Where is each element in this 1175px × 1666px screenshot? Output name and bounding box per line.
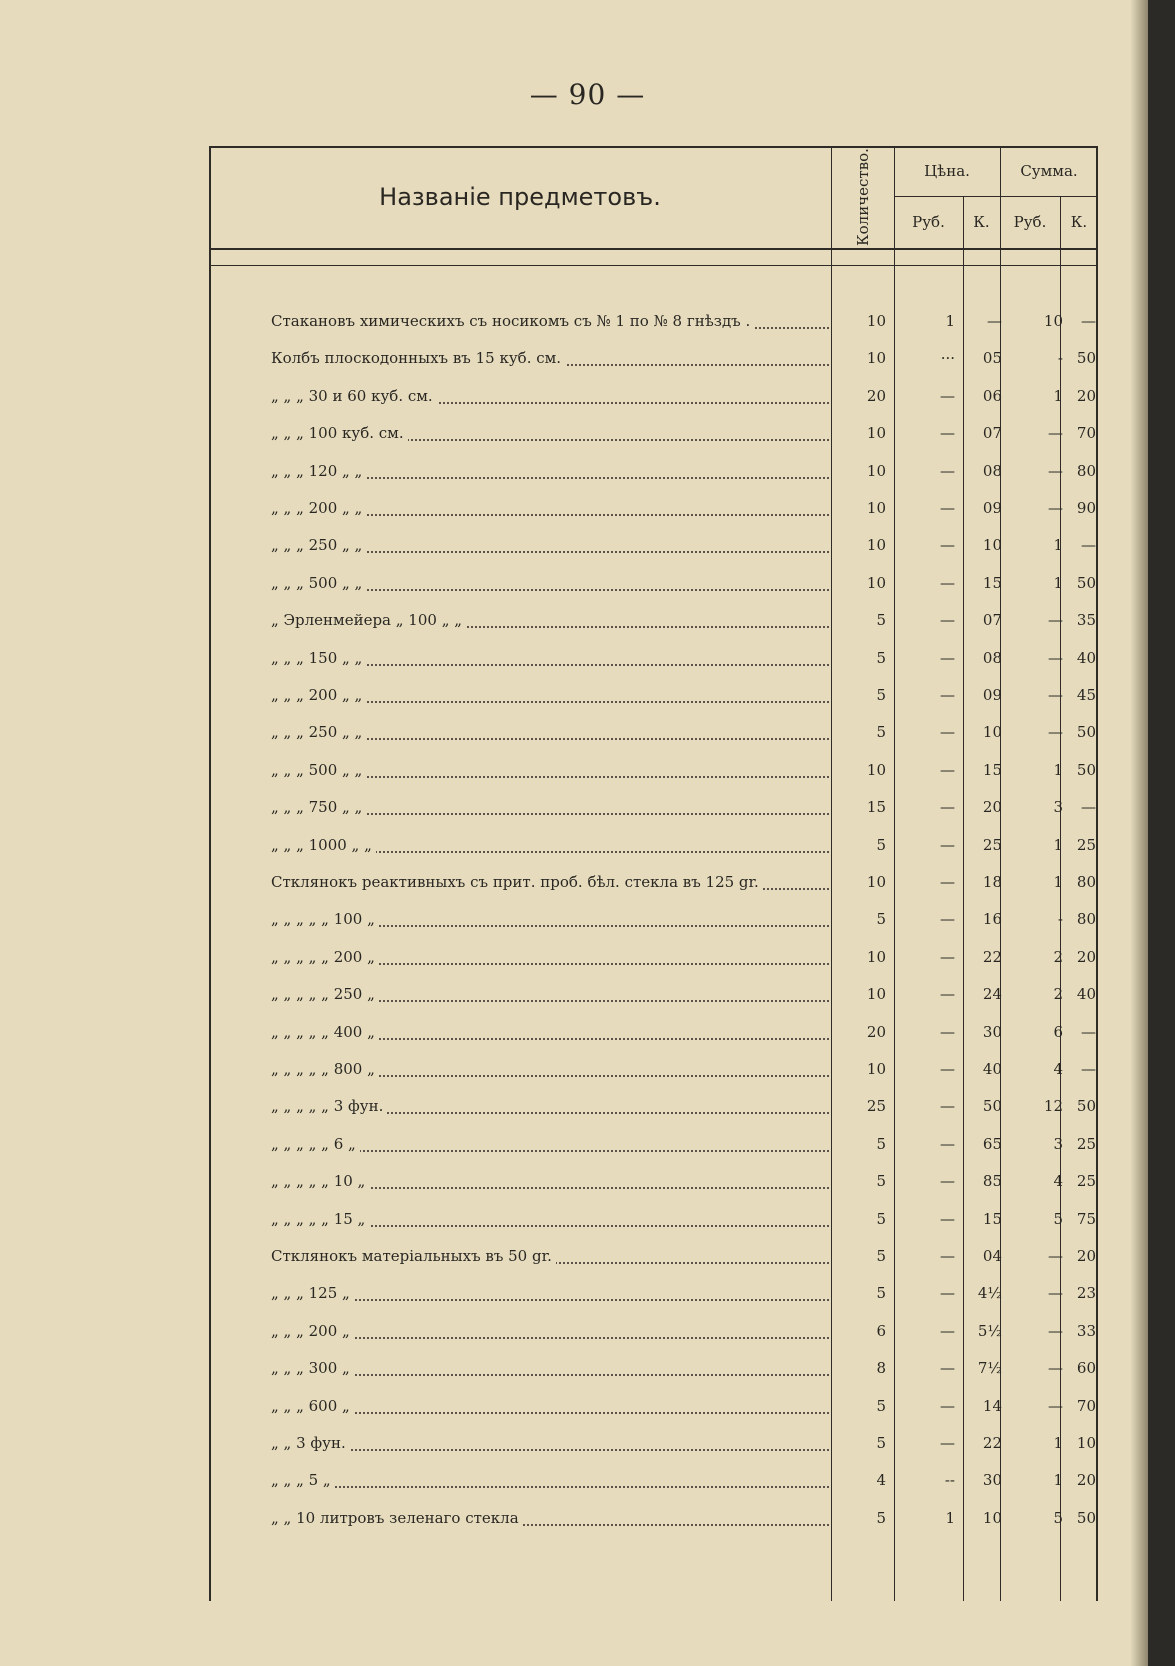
- price-rub-cell: —: [940, 1134, 955, 1153]
- price-rub-cell: —: [940, 723, 955, 742]
- item-name: „ Эрленмейера „ 100 „ „: [271, 611, 466, 629]
- item-name: „ „ „ 100 куб. см.: [271, 424, 408, 442]
- price-kop-cell: 14: [982, 1396, 1002, 1415]
- item-name-cell: [271, 1088, 837, 1125]
- header-sum-rub: Руб.: [1013, 213, 1047, 231]
- table-row: [209, 303, 1098, 340]
- item-name-cell: [271, 527, 837, 564]
- quantity-cell: 5: [876, 723, 886, 742]
- sum-kop-cell: 35: [1076, 611, 1096, 630]
- sum-rub-cell: 6: [1053, 1022, 1063, 1041]
- price-rub-cell: —: [940, 573, 955, 592]
- sum-kop-cell: 60: [1076, 1359, 1096, 1378]
- price-kop-cell: 40: [982, 1060, 1002, 1078]
- sum-rub-cell: -: [1057, 349, 1063, 368]
- quantity-cell: 5: [876, 686, 886, 704]
- item-name-cell: [271, 714, 837, 751]
- header-rule: [209, 248, 1098, 250]
- price-kop-cell: 65: [982, 1134, 1002, 1153]
- quantity-cell: 10: [866, 947, 886, 966]
- sum-rub-cell: 1: [1053, 573, 1063, 592]
- quantity-cell: 10: [866, 349, 886, 368]
- sum-rub-cell: 3: [1053, 798, 1063, 817]
- sum-rub-cell: 12: [1043, 1097, 1063, 1116]
- item-name-cell: [271, 901, 837, 938]
- price-kop-cell: 4½: [977, 1284, 1002, 1303]
- sum-kop-cell: 70: [1076, 424, 1096, 443]
- sum-rub-cell: 4: [1053, 1060, 1063, 1078]
- price-kop-cell: 08: [982, 461, 1002, 480]
- sum-kop-cell: 70: [1076, 1396, 1096, 1415]
- item-name-cell: [271, 789, 837, 826]
- quantity-cell: 5: [876, 910, 886, 929]
- sum-rub-cell: 1: [1053, 386, 1063, 405]
- quantity-cell: 10: [866, 536, 886, 555]
- price-kop-cell: 06: [982, 386, 1002, 405]
- sum-kop-cell: 20: [1076, 1247, 1096, 1265]
- price-kop-cell: 24: [982, 985, 1002, 1004]
- item-name: „ „ „ 1000 „ „: [271, 836, 376, 854]
- quantity-cell: 10: [866, 873, 886, 891]
- sum-kop-cell: —: [1081, 1060, 1096, 1078]
- table-row: [209, 677, 1098, 714]
- item-name-cell: [271, 827, 837, 864]
- price-kop-cell: 09: [982, 686, 1002, 704]
- dot-leader: [271, 1412, 829, 1414]
- price-rub-cell: —: [940, 686, 955, 704]
- header-quantity-cell: [831, 146, 894, 248]
- item-name-cell: [271, 1388, 837, 1425]
- quantity-cell: 10: [866, 760, 886, 779]
- item-name-cell: [271, 1126, 837, 1163]
- item-name: Стклянокъ матерiальныхъ въ 50 gr.: [271, 1247, 556, 1265]
- quantity-cell: 5: [876, 1172, 886, 1191]
- quantity-cell: 10: [866, 461, 886, 480]
- header-sum-kop: К.: [1070, 213, 1088, 231]
- item-name-cell: [271, 565, 837, 602]
- price-kop-cell: 30: [982, 1471, 1002, 1490]
- page-edge: [1148, 0, 1175, 1666]
- sum-rub-cell: -: [1057, 910, 1063, 929]
- table-row: [209, 901, 1098, 938]
- dot-leader: [271, 1337, 829, 1339]
- sum-kop-cell: 20: [1076, 386, 1096, 405]
- item-name-cell: [271, 939, 837, 976]
- sum-rub-cell: —: [1048, 648, 1063, 667]
- item-name: „ „ „ 30 и 60 куб. см.: [271, 387, 437, 405]
- price-rub-cell: —: [940, 873, 955, 891]
- sum-rub-cell: —: [1048, 1247, 1063, 1265]
- price-rub-cell: —: [940, 386, 955, 405]
- price-rub-cell: 1: [945, 1508, 955, 1527]
- table-row: [209, 752, 1098, 789]
- sum-rub-cell: 1: [1053, 760, 1063, 779]
- sum-rub-cell: —: [1048, 499, 1063, 517]
- table-row: [209, 1088, 1098, 1125]
- price-kop-cell: 7½: [977, 1359, 1002, 1378]
- sum-rub-cell: —: [1048, 424, 1063, 443]
- item-name-cell: [271, 752, 837, 789]
- sum-kop-cell: —: [1081, 1022, 1096, 1041]
- table-row: [209, 976, 1098, 1013]
- sum-kop-cell: 50: [1076, 573, 1096, 592]
- quantity-cell: 20: [866, 1022, 886, 1041]
- quantity-cell: 5: [876, 1209, 886, 1228]
- item-name: „ „ „ 5 „: [271, 1471, 335, 1489]
- item-name-cell: [271, 1163, 837, 1200]
- item-name: „ „ „ „ „ 10 „: [271, 1172, 369, 1190]
- price-rub-cell: —: [940, 499, 955, 517]
- sum-rub-cell: —: [1048, 723, 1063, 742]
- table-row: [209, 1051, 1098, 1088]
- price-kop-cell: 22: [982, 947, 1002, 966]
- table-row: [209, 714, 1098, 751]
- item-name-cell: [271, 415, 837, 452]
- price-rub-cell: —: [940, 985, 955, 1004]
- price-rub-cell: —: [940, 1284, 955, 1303]
- price-kop-cell: 07: [982, 611, 1002, 630]
- item-name-cell: [271, 1425, 837, 1462]
- item-name: „ „ „ 200 „: [271, 1322, 354, 1340]
- price-rub-cell: —: [940, 1209, 955, 1228]
- table-row: [209, 1275, 1098, 1312]
- price-kop-cell: 50: [982, 1097, 1002, 1116]
- sum-kop-cell: 80: [1076, 461, 1096, 480]
- table-row: [209, 378, 1098, 415]
- item-name-cell: [271, 1350, 837, 1387]
- quantity-cell: 5: [876, 835, 886, 854]
- table-row: [209, 602, 1098, 639]
- price-rub-cell: —: [940, 798, 955, 817]
- item-name: „ „ „ 125 „: [271, 1284, 354, 1302]
- price-kop-cell: 10: [982, 723, 1002, 742]
- price-kop-cell: 15: [982, 573, 1002, 592]
- sum-kop-cell: 10: [1076, 1434, 1096, 1452]
- price-rub-cell: —: [940, 536, 955, 555]
- price-kop-cell: 07: [982, 424, 1002, 443]
- sum-rub-cell: 1: [1053, 873, 1063, 891]
- table-row: [209, 827, 1098, 864]
- table-row: [209, 1126, 1098, 1163]
- table-row: [209, 453, 1098, 490]
- item-name: „ „ „ 300 „: [271, 1359, 354, 1377]
- table-row: [209, 640, 1098, 677]
- table-row: [209, 415, 1098, 452]
- item-name: „ „ „ „ „ 400 „: [271, 1023, 379, 1041]
- sum-rub-cell: —: [1048, 1321, 1063, 1340]
- item-name-cell: [271, 490, 837, 527]
- item-name: „ „ „ „ „ 15 „: [271, 1210, 369, 1228]
- sum-kop-cell: 25: [1076, 835, 1096, 854]
- price-kop-cell: 09: [982, 499, 1002, 517]
- table-row: [209, 789, 1098, 826]
- item-name: „ „ „ „ „ 200 „: [271, 948, 379, 966]
- sum-kop-cell: 20: [1076, 947, 1096, 966]
- price-kop-cell: 15: [982, 760, 1002, 779]
- sum-kop-cell: 50: [1076, 1508, 1096, 1527]
- item-name: „ „ 10 литровъ зеленаго стекла: [271, 1509, 523, 1527]
- page-number: — 90 —: [529, 78, 646, 111]
- sum-kop-cell: —: [1081, 312, 1096, 330]
- item-name: „ „ „ 500 „ „: [271, 761, 366, 779]
- item-name: „ „ „ „ „ 250 „: [271, 985, 379, 1003]
- item-name: Колбъ плоскодонныхъ въ 15 куб. см.: [271, 349, 565, 367]
- price-kop-cell: 10: [982, 1508, 1002, 1527]
- sum-rub-cell: 1: [1053, 1471, 1063, 1490]
- price-rub-cell: —: [940, 648, 955, 667]
- sum-rub-cell: 4: [1053, 1172, 1063, 1191]
- table-row: [209, 939, 1098, 976]
- dot-leader: [271, 1299, 829, 1301]
- price-kop-cell: 18: [982, 873, 1002, 891]
- item-name: „ „ „ „ „ 100 „: [271, 910, 379, 928]
- price-rub-cell: —: [940, 1060, 955, 1078]
- price-rub-cell: —: [940, 947, 955, 966]
- sum-kop-cell: 40: [1076, 985, 1096, 1004]
- header-price-rub: Руб.: [912, 213, 945, 231]
- header-item-names: Названiе предметовъ.: [379, 183, 661, 211]
- price-rub-cell: —: [940, 461, 955, 480]
- quantity-cell: 5: [876, 1508, 886, 1527]
- item-name: „ „ „ 200 „ „: [271, 686, 366, 704]
- table-row: [209, 490, 1098, 527]
- price-rub-cell: --: [944, 1471, 955, 1490]
- price-kop-cell: 22: [982, 1434, 1002, 1452]
- header-quantity: Количество.: [853, 148, 872, 246]
- item-name: „ „ „ 120 „ „: [271, 462, 366, 480]
- item-name-cell: [271, 303, 837, 340]
- sum-kop-cell: —: [1081, 536, 1096, 555]
- table-row: [209, 1388, 1098, 1425]
- item-name-cell: [271, 340, 837, 377]
- sum-kop-cell: —: [1081, 798, 1096, 817]
- item-name: Стакановъ химическихъ съ носикомъ съ № 1 по № 8 гнѣздъ .: [271, 312, 754, 330]
- price-kop-cell: 16: [982, 910, 1002, 929]
- sum-rub-cell: —: [1048, 1284, 1063, 1303]
- quantity-cell: 6: [876, 1321, 886, 1340]
- dot-leader: [271, 1486, 829, 1488]
- price-rub-cell: ···: [940, 349, 955, 368]
- dot-leader: [271, 1449, 829, 1451]
- sum-rub-cell: —: [1048, 461, 1063, 480]
- table-row: [209, 1425, 1098, 1462]
- sum-rub-cell: 5: [1053, 1209, 1063, 1228]
- item-name: „ „ „ 250 „ „: [271, 723, 366, 741]
- price-rub-cell: —: [940, 1359, 955, 1378]
- price-kop-cell: 05: [982, 349, 1002, 368]
- table-row: [209, 864, 1098, 901]
- price-rub-cell: —: [940, 424, 955, 443]
- price-kop-cell: 5½: [977, 1321, 1002, 1340]
- item-name-cell: [271, 1238, 837, 1275]
- item-name: „ „ „ 200 „ „: [271, 499, 366, 517]
- price-kop-cell: 15: [982, 1209, 1002, 1228]
- quantity-cell: 8: [876, 1359, 886, 1378]
- quantity-cell: 5: [876, 1396, 886, 1415]
- quantity-cell: 10: [866, 573, 886, 592]
- price-kop-cell: 20: [982, 798, 1002, 817]
- price-kop-cell: 25: [982, 835, 1002, 854]
- header-sum: Сумма.: [1020, 162, 1078, 180]
- item-name: „ „ 3 фун.: [271, 1434, 350, 1452]
- table-row: [209, 1163, 1098, 1200]
- sum-kop-cell: 75: [1076, 1209, 1096, 1228]
- price-rub-cell: —: [940, 1321, 955, 1340]
- item-name: „ „ „ 750 „ „: [271, 798, 366, 816]
- item-name: „ „ „ 150 „ „: [271, 649, 366, 667]
- table-row: [209, 1500, 1098, 1537]
- table-row: [209, 1350, 1098, 1387]
- price-kop-cell: 85: [982, 1172, 1002, 1191]
- item-name: „ „ „ 600 „: [271, 1397, 354, 1415]
- sum-rub-cell: 3: [1053, 1134, 1063, 1153]
- price-kop-cell: 10: [982, 536, 1002, 555]
- item-name-cell: [271, 976, 837, 1013]
- item-name: „ „ „ „ „ 800 „: [271, 1060, 379, 1078]
- table-row: [209, 1014, 1098, 1051]
- item-name-cell: [271, 1014, 837, 1051]
- quantity-cell: 5: [876, 1247, 886, 1265]
- table-row: [209, 565, 1098, 602]
- sum-kop-cell: 80: [1076, 873, 1096, 891]
- price-rub-cell: —: [940, 1434, 955, 1452]
- sum-kop-cell: 20: [1076, 1471, 1096, 1490]
- sum-kop-cell: 33: [1076, 1321, 1096, 1340]
- sum-kop-cell: 80: [1076, 910, 1096, 929]
- table-row: [209, 527, 1098, 564]
- item-name-cell: [271, 1275, 837, 1312]
- sum-rub-cell: —: [1048, 611, 1063, 630]
- item-name-cell: [271, 453, 837, 490]
- sum-rub-cell: —: [1048, 1396, 1063, 1415]
- price-kop-cell: 04: [982, 1247, 1002, 1265]
- price-rub-cell: —: [940, 835, 955, 854]
- quantity-cell: 5: [876, 1134, 886, 1153]
- quantity-cell: 10: [866, 312, 886, 330]
- item-name: „ „ „ „ „ 6 „: [271, 1135, 360, 1153]
- quantity-cell: 15: [866, 798, 886, 817]
- price-rub-cell: —: [940, 1097, 955, 1116]
- item-name-cell: [271, 1051, 837, 1088]
- sum-kop-cell: 50: [1076, 760, 1096, 779]
- quantity-cell: 4: [876, 1471, 886, 1490]
- table-row: [209, 340, 1098, 377]
- sum-rub-cell: 10: [1043, 312, 1063, 330]
- quantity-cell: 5: [876, 1434, 886, 1452]
- sum-rub-cell: —: [1048, 1359, 1063, 1378]
- item-name-cell: [271, 640, 837, 677]
- header-price: Цѣна.: [924, 162, 970, 180]
- sum-rub-cell: 5: [1053, 1508, 1063, 1527]
- item-name-cell: [271, 1313, 837, 1350]
- page-shadow: [1130, 0, 1148, 1666]
- quantity-cell: 20: [866, 386, 886, 405]
- item-name-cell: [271, 602, 837, 639]
- dot-leader: [271, 1374, 829, 1376]
- quantity-cell: 5: [876, 648, 886, 667]
- item-name-cell: [271, 864, 837, 901]
- item-name-cell: [271, 1500, 837, 1537]
- sum-kop-cell: 90: [1076, 499, 1096, 517]
- quantity-cell: 25: [866, 1097, 886, 1116]
- table-row: [209, 1238, 1098, 1275]
- item-name: „ „ „ „ „ 3 фун.: [271, 1097, 387, 1115]
- item-name-cell: [271, 1462, 837, 1499]
- sum-kop-cell: 50: [1076, 1097, 1096, 1116]
- sum-rub-cell: 1: [1053, 835, 1063, 854]
- quantity-cell: 10: [866, 985, 886, 1004]
- price-rub-cell: —: [940, 1172, 955, 1191]
- item-name: „ „ „ 250 „ „: [271, 536, 366, 554]
- price-rub-cell: —: [940, 760, 955, 779]
- header-price-kop: К.: [973, 213, 990, 231]
- item-name-cell: [271, 378, 837, 415]
- sum-rub-cell: —: [1048, 686, 1063, 704]
- price-rub-cell: —: [940, 1396, 955, 1415]
- sum-kop-cell: 50: [1076, 349, 1096, 368]
- price-kop-cell: 08: [982, 648, 1002, 667]
- sum-kop-cell: 50: [1076, 723, 1096, 742]
- quantity-cell: 10: [866, 424, 886, 443]
- sum-rub-cell: 1: [1053, 536, 1063, 555]
- price-rub-cell: 1: [945, 312, 955, 330]
- item-name-cell: [271, 1201, 837, 1238]
- quantity-cell: 10: [866, 499, 886, 517]
- item-name: Стклянокъ реактивныхъ съ прит. проб. бѣл. стекла въ 125 gr.: [271, 873, 763, 891]
- sum-kop-cell: 40: [1076, 648, 1096, 667]
- price-rub-cell: —: [940, 1247, 955, 1265]
- table-row: [209, 1201, 1098, 1238]
- table-row: [209, 1313, 1098, 1350]
- sum-kop-cell: 25: [1076, 1172, 1096, 1191]
- quantity-cell: 10: [866, 1060, 886, 1078]
- sum-rub-cell: 2: [1053, 985, 1063, 1004]
- price-rub-cell: —: [940, 910, 955, 929]
- price-rub-cell: —: [940, 611, 955, 630]
- header-rule-thin: [209, 265, 1098, 266]
- quantity-cell: 5: [876, 1284, 886, 1303]
- sum-rub-cell: 1: [1053, 1434, 1063, 1452]
- sum-kop-cell: 45: [1076, 686, 1096, 704]
- table-row: [209, 1462, 1098, 1499]
- price-kop-cell: 30: [982, 1022, 1002, 1041]
- sum-kop-cell: 25: [1076, 1134, 1096, 1153]
- item-name: „ „ „ 500 „ „: [271, 574, 366, 592]
- price-rub-cell: —: [940, 1022, 955, 1041]
- item-name-cell: [271, 677, 837, 714]
- sum-kop-cell: 23: [1076, 1284, 1096, 1303]
- sum-rub-cell: 2: [1053, 947, 1063, 966]
- quantity-cell: 5: [876, 611, 886, 630]
- price-kop-cell: —: [987, 312, 1002, 330]
